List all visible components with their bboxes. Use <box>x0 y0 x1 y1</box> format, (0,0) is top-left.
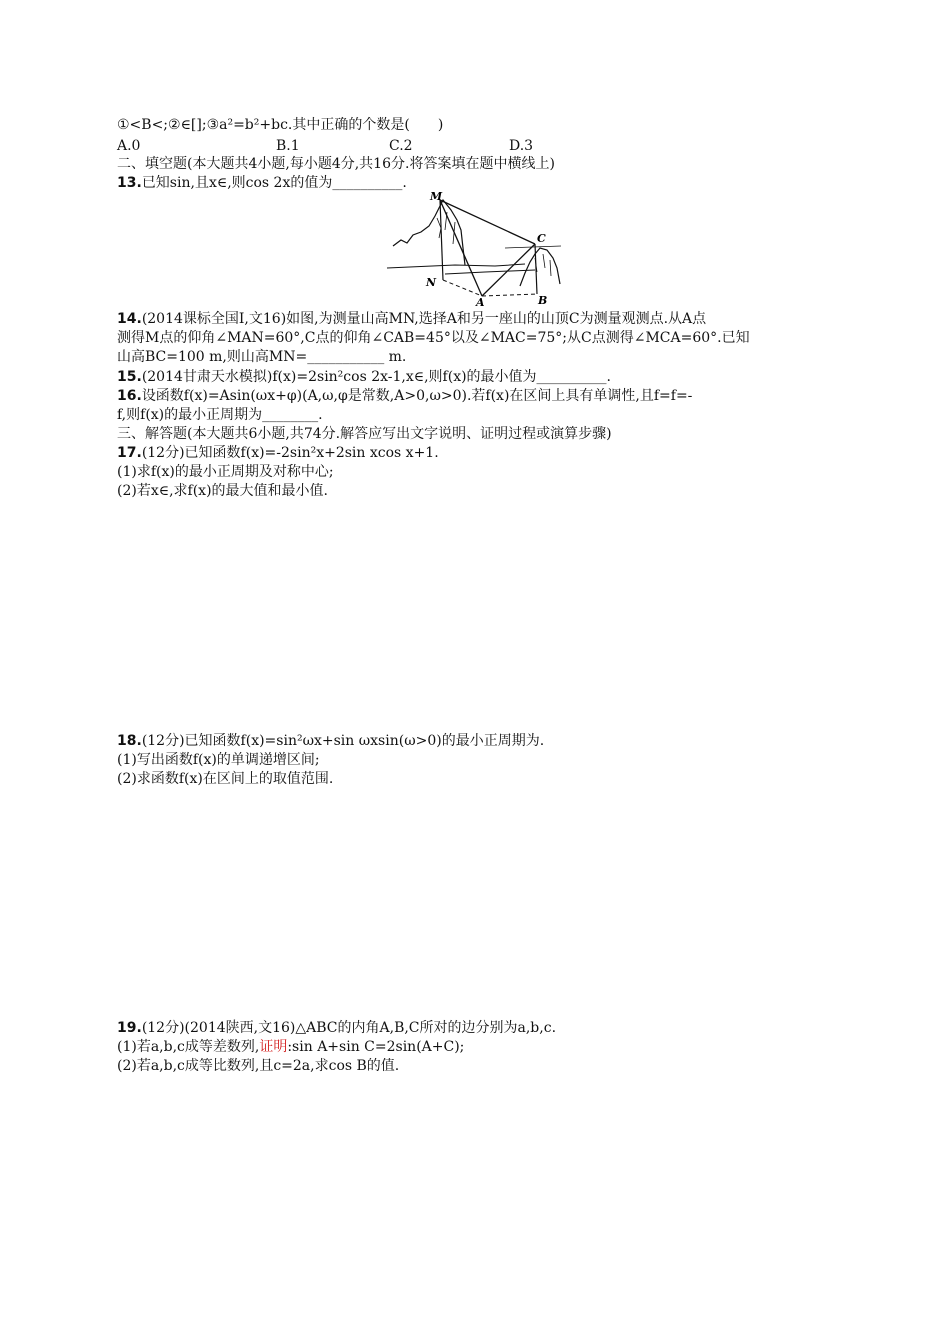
question-15 <box>117 369 611 386</box>
question-16-line-2: f,则f(x)的最小正周期为________. <box>117 407 323 423</box>
label-a: A <box>476 296 485 306</box>
question-19-part-2: (2)若a,b,c成等比数列,且c=2a,求cos B的值. <box>117 1058 400 1074</box>
q16-text-a: 设函数f(x)=Asin(ωx+φ)(A,ω,φ是常数,A>0,ω>0).若f(x)在区间上具有单调性,且f=f=- <box>141 388 693 404</box>
q19-part-1-pre: (1)若a,b,c成等差数列, <box>117 1039 260 1055</box>
section-answer-heading: 三、解答题(本大题共6小题,共74分.解答应写出文字说明、证明过程或演算步骤) <box>117 426 612 442</box>
q16-number: 16. <box>117 388 142 404</box>
question-14-line-2: 测得M点的仰角∠MAN=60°,C点的仰角∠CAB=45°以及∠MAC=75°;从C点测得∠MCA=60°.已知 <box>117 330 750 346</box>
choice-a: A.0 <box>117 138 141 154</box>
question-13 <box>117 175 407 192</box>
q19-text: (12分)(2014陕西,文16)△ABC的内角A,B,C所对的边分别为a,b,c. <box>141 1020 557 1036</box>
question-14-line-3: 山高BC=100 m,则山高MN=___________ m. <box>117 349 407 365</box>
question-17 <box>117 445 439 462</box>
question-18-part-2: (2)求函数f(x)在区间上的取值范围. <box>117 771 334 787</box>
q19-part-1-post: :sin A+sin C=2sin(A+C); <box>287 1039 465 1055</box>
q17-text: (12分)已知函数f(x)=-2sin²x+2sin xcos x+1. <box>141 445 439 461</box>
label-b: B <box>538 294 548 306</box>
question-19-part-1 <box>117 1039 464 1056</box>
section-fill-in-heading: 二、填空题(本大题共4小题,每小题4分,共16分.将答案填在题中横线上) <box>117 156 555 172</box>
q12-continuation: ①<B<;②∈[];③a²=b²+bc.其中正确的个数是( ) <box>117 117 444 133</box>
choice-c: C.2 <box>389 138 413 154</box>
question-17-part-2: (2)若x∈,求f(x)的最大值和最小值. <box>117 483 328 499</box>
question-18-part-1: (1)写出函数f(x)的单调递增区间; <box>117 752 320 768</box>
q18-number: 18. <box>117 733 142 749</box>
q13-number: 13. <box>117 175 142 191</box>
mountain-figure <box>385 188 575 306</box>
q14-number: 14. <box>117 311 142 327</box>
question-14-line-1 <box>117 311 706 328</box>
question-18 <box>117 733 544 750</box>
q19-proof-word: 证明 <box>259 1039 288 1055</box>
label-n: N <box>426 276 437 289</box>
q17-number: 17. <box>117 445 142 461</box>
question-19 <box>117 1020 556 1037</box>
q14-text-a: (2014课标全国Ⅰ,文16)如图,为测量山高MN,选择A和另一座山的山顶C为测量观测点.从A点 <box>141 311 707 327</box>
label-c: C <box>537 232 546 245</box>
q15-text: (2014甘肃天水模拟)f(x)=2sin²cos 2x-1,x∈,则f(x)的最小值为__________. <box>141 369 612 385</box>
question-16-line-1 <box>117 388 692 405</box>
q18-text: (12分)已知函数f(x)=sin²ωx+sin ωxsin(ω>0)的最小正周期为. <box>141 733 545 749</box>
label-m: M <box>430 190 443 203</box>
q15-number: 15. <box>117 369 142 385</box>
choice-b: B.1 <box>276 138 300 154</box>
q13-text: 已知sin,且x∈,则cos 2x的值为__________. <box>141 175 407 191</box>
choice-d: D.3 <box>509 138 534 154</box>
question-17-part-1: (1)求f(x)的最小正周期及对称中心; <box>117 464 334 480</box>
q19-number: 19. <box>117 1020 142 1036</box>
